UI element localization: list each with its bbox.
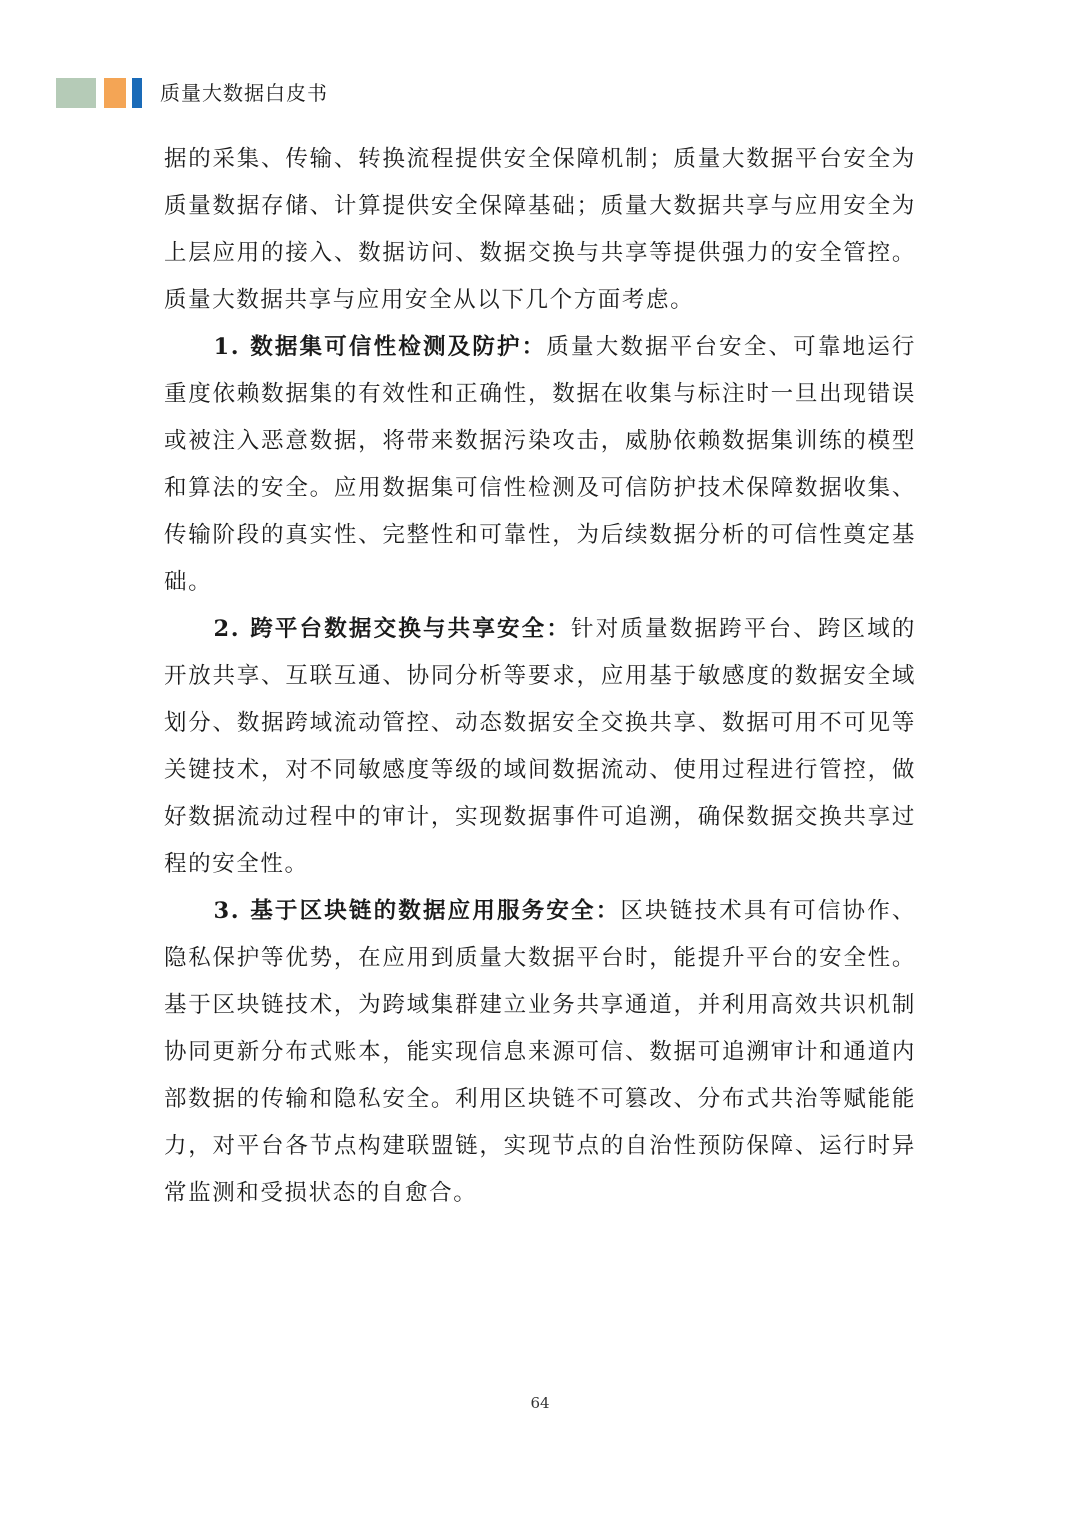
header-orange-bar: [104, 78, 126, 108]
paragraph-item-1: [164, 324, 916, 606]
header-title: 质量大数据白皮书: [160, 81, 328, 105]
header-green-bar: [56, 78, 96, 108]
paragraph-heading: 3. 基于区块链的数据应用服务安全：: [213, 898, 621, 924]
page-header: [56, 78, 328, 108]
header-blue-bar: [132, 78, 142, 108]
paragraph-heading: 1. 数据集可信性检测及防护：: [213, 334, 547, 360]
body-text: [164, 136, 916, 1217]
paragraph-text: 区块链技术具有可信协作、隐私保护等优势，在应用到质量大数据平台时，能提升平台的安全性。基于区块链技术，为跨域集群建立业务共享通道，并利用高效共识机制协同更新分布式账本，能实现信息来源可信、数据可追溯审计和通道内部数据的传输和隐私安全。利用区块链不可篡改、分布式共治等赋能能力，对平台各节点构建联盟链，实现节点的自治性预防保障、运行时异常监测和受损状态的自愈合。: [164, 898, 917, 1206]
paragraph-heading: 2. 跨平台数据交换与共享安全：: [213, 616, 572, 642]
paragraph-text: 据的采集、传输、转换流程提供安全保障机制；质量大数据平台安全为质量数据存储、计算提供安全保障基础；质量大数据共享与应用安全为上层应用的接入、数据访问、数据交换与共享等提供强力的安全管控。质量大数据共享与应用安全从以下几个方面考虑。: [164, 146, 916, 313]
paragraph-item-2: [164, 606, 916, 888]
paragraph-intro: [164, 136, 916, 324]
page-number: 64: [530, 1394, 550, 1412]
paragraph-item-3: [164, 888, 916, 1217]
paragraph-text: 质量大数据平台安全、可靠地运行重度依赖数据集的有效性和正确性，数据在收集与标注时一旦出现错误或被注入恶意数据，将带来数据污染攻击，威胁依赖数据集训练的模型和算法的安全。应用数据集可信性检测及可信防护技术保障数据收集、传输阶段的真实性、完整性和可靠性，为后续数据分析的可信性奠定基础。: [164, 334, 916, 595]
paragraph-text: 针对质量数据跨平台、跨区域的开放共享、互联互通、协同分析等要求，应用基于敏感度的数据安全域划分、数据跨域流动管控、动态数据安全交换共享、数据可用不可见等关键技术，对不同敏感度等级的域间数据流动、使用过程进行管控，做好数据流动过程中的审计，实现数据事件可追溯，确保数据交换共享过程的安全性。: [164, 616, 916, 877]
